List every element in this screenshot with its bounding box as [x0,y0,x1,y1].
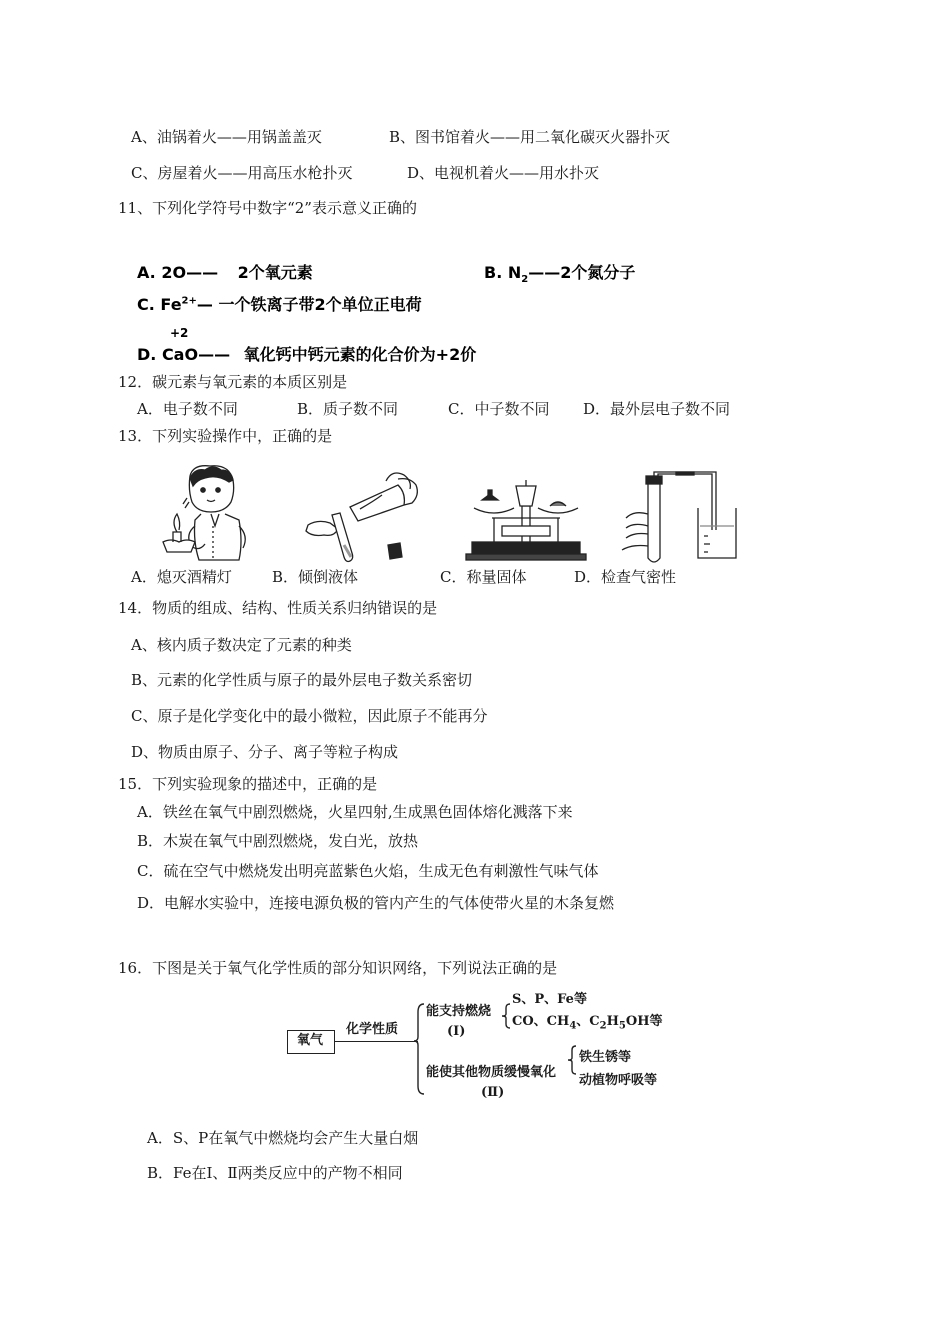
q11-b-subscript: 2 [521,274,529,286]
q15-option-a: A．铁丝在氧气中剧烈燃烧，火星四射,生成黑色固体熔化溅落下来 [137,803,573,821]
q12-stem: 12．碳元素与氧元素的本质区别是 [118,373,348,391]
q11-b-label: B. [484,263,503,282]
q16-stem: 16．下图是关于氧气化学性质的部分知识网络，下列说法正确的是 [118,959,558,977]
q14-option-b: B、元素的化学性质与原子的最外层电子数关系密切 [131,671,473,689]
q11-a-text: 2个氧元素 [237,263,313,282]
q11-b-symbol: N [507,263,522,282]
q14-option-c: C、原子是化学变化中的最小微粒，因此原子不能再分 [131,707,488,725]
q12-option-c: C．中子数不同 [448,400,550,418]
q11-d-label: D. [137,345,157,364]
extinguish-alcohol-lamp-figure [155,462,265,564]
q14-stem: 14．物质的组成、结构、性质关系归纳错误的是 [118,599,438,617]
diagram-lower-label: 能使其他物质缓慢氧化 [426,1065,557,1080]
q15-option-b: B．木炭在氧气中剧烈燃烧，发白光，放热 [137,832,419,850]
q11-d-symbol: CaO—— [161,345,231,364]
diagram-lower-item-2: 动植物呼吸等 [579,1073,658,1088]
q12-option-b: B．质子数不同 [297,400,399,418]
airtightness-check-figure [620,470,750,565]
diagram-lower-item-1: 铁生锈等 [579,1050,632,1065]
q13-stem: 13．下列实验操作中，正确的是 [118,427,333,445]
q10-option-c: C、房屋着火——用高压水枪扑灭 [131,164,353,182]
q15-stem: 15．下列实验现象的描述中，正确的是 [118,775,378,793]
q13-option-b: B．倾倒液体 [272,568,359,586]
q11-d-valence: +2 [170,326,189,340]
q10-option-b: B、图书馆着火——用二氧化碳灭火器扑灭 [389,128,671,146]
q15-option-c: C．硫在空气中燃烧发出明亮蓝紫色火焰，生成无色有刺激性气味气体 [137,862,599,880]
balance-scale-figure [462,478,587,563]
q12-option-d: D．最外层电子数不同 [583,400,731,418]
q12-option-a: A．电子数不同 [137,400,238,418]
q11-stem: 11、下列化学符号中数字“2”表示意义正确的 [118,199,417,217]
diagram-upper-item-1: S、P、Fe等 [512,992,587,1007]
q11-option-d [137,342,476,365]
diagram-upper-tag: (Ⅰ) [447,1024,466,1039]
q13-option-d: D．检查气密性 [574,568,677,586]
q11-a-label: A. [137,263,156,282]
diagram-branch-label: 化学性质 [346,1022,399,1037]
q11-option-c [137,292,422,315]
diagram-upper-label: 能支持燃烧 [426,1004,492,1019]
q11-d-text: 氧化钙中钙元素的化合价为+2价 [243,345,477,364]
q15-option-d: D．电解水实验中，连接电源负极的管内产生的气体使带火星的木条复燃 [137,894,615,912]
q11-c-superscript: 2+ [181,295,197,307]
diagram-connector-line [334,1041,418,1042]
q14-option-d: D、物质由原子、分子、离子等粒子构成 [131,743,399,761]
q14-option-a: A、核内质子数决定了元素的种类 [131,636,352,654]
diagram-root-label: 氧气 [297,1033,324,1048]
q11-c-text: — 一个铁离子带2个单位正电荷 [196,295,422,314]
q10-option-a: A、油锅着火——用锅盖盖灭 [131,128,322,146]
diagram-upper-item-2: CO、$CH_4$、$C_2H_5OH$等 [512,1014,663,1032]
pour-liquid-figure [300,465,425,565]
q11-a-symbol: 2O—— [161,263,219,282]
q16-option-a: A．S、P在氧气中燃烧均会产生大量白烟 [147,1129,419,1147]
q11-c-symbol: Fe [160,295,182,314]
q10-option-d: D、电视机着火——用水扑灭 [407,164,600,182]
diagram-lower-tag: (Ⅱ) [481,1085,505,1100]
q11-c-label: C. [137,295,155,314]
q11-option-a [137,260,313,283]
q16-option-b: B．Fe在Ⅰ、Ⅱ两类反应中的产物不相同 [147,1164,403,1182]
q13-option-c: C．称量固体 [440,568,527,586]
q11-b-text: ——2个氮分子 [528,263,636,282]
q11-option-b [484,260,635,285]
q13-option-a: A．熄灭酒精灯 [131,568,232,586]
